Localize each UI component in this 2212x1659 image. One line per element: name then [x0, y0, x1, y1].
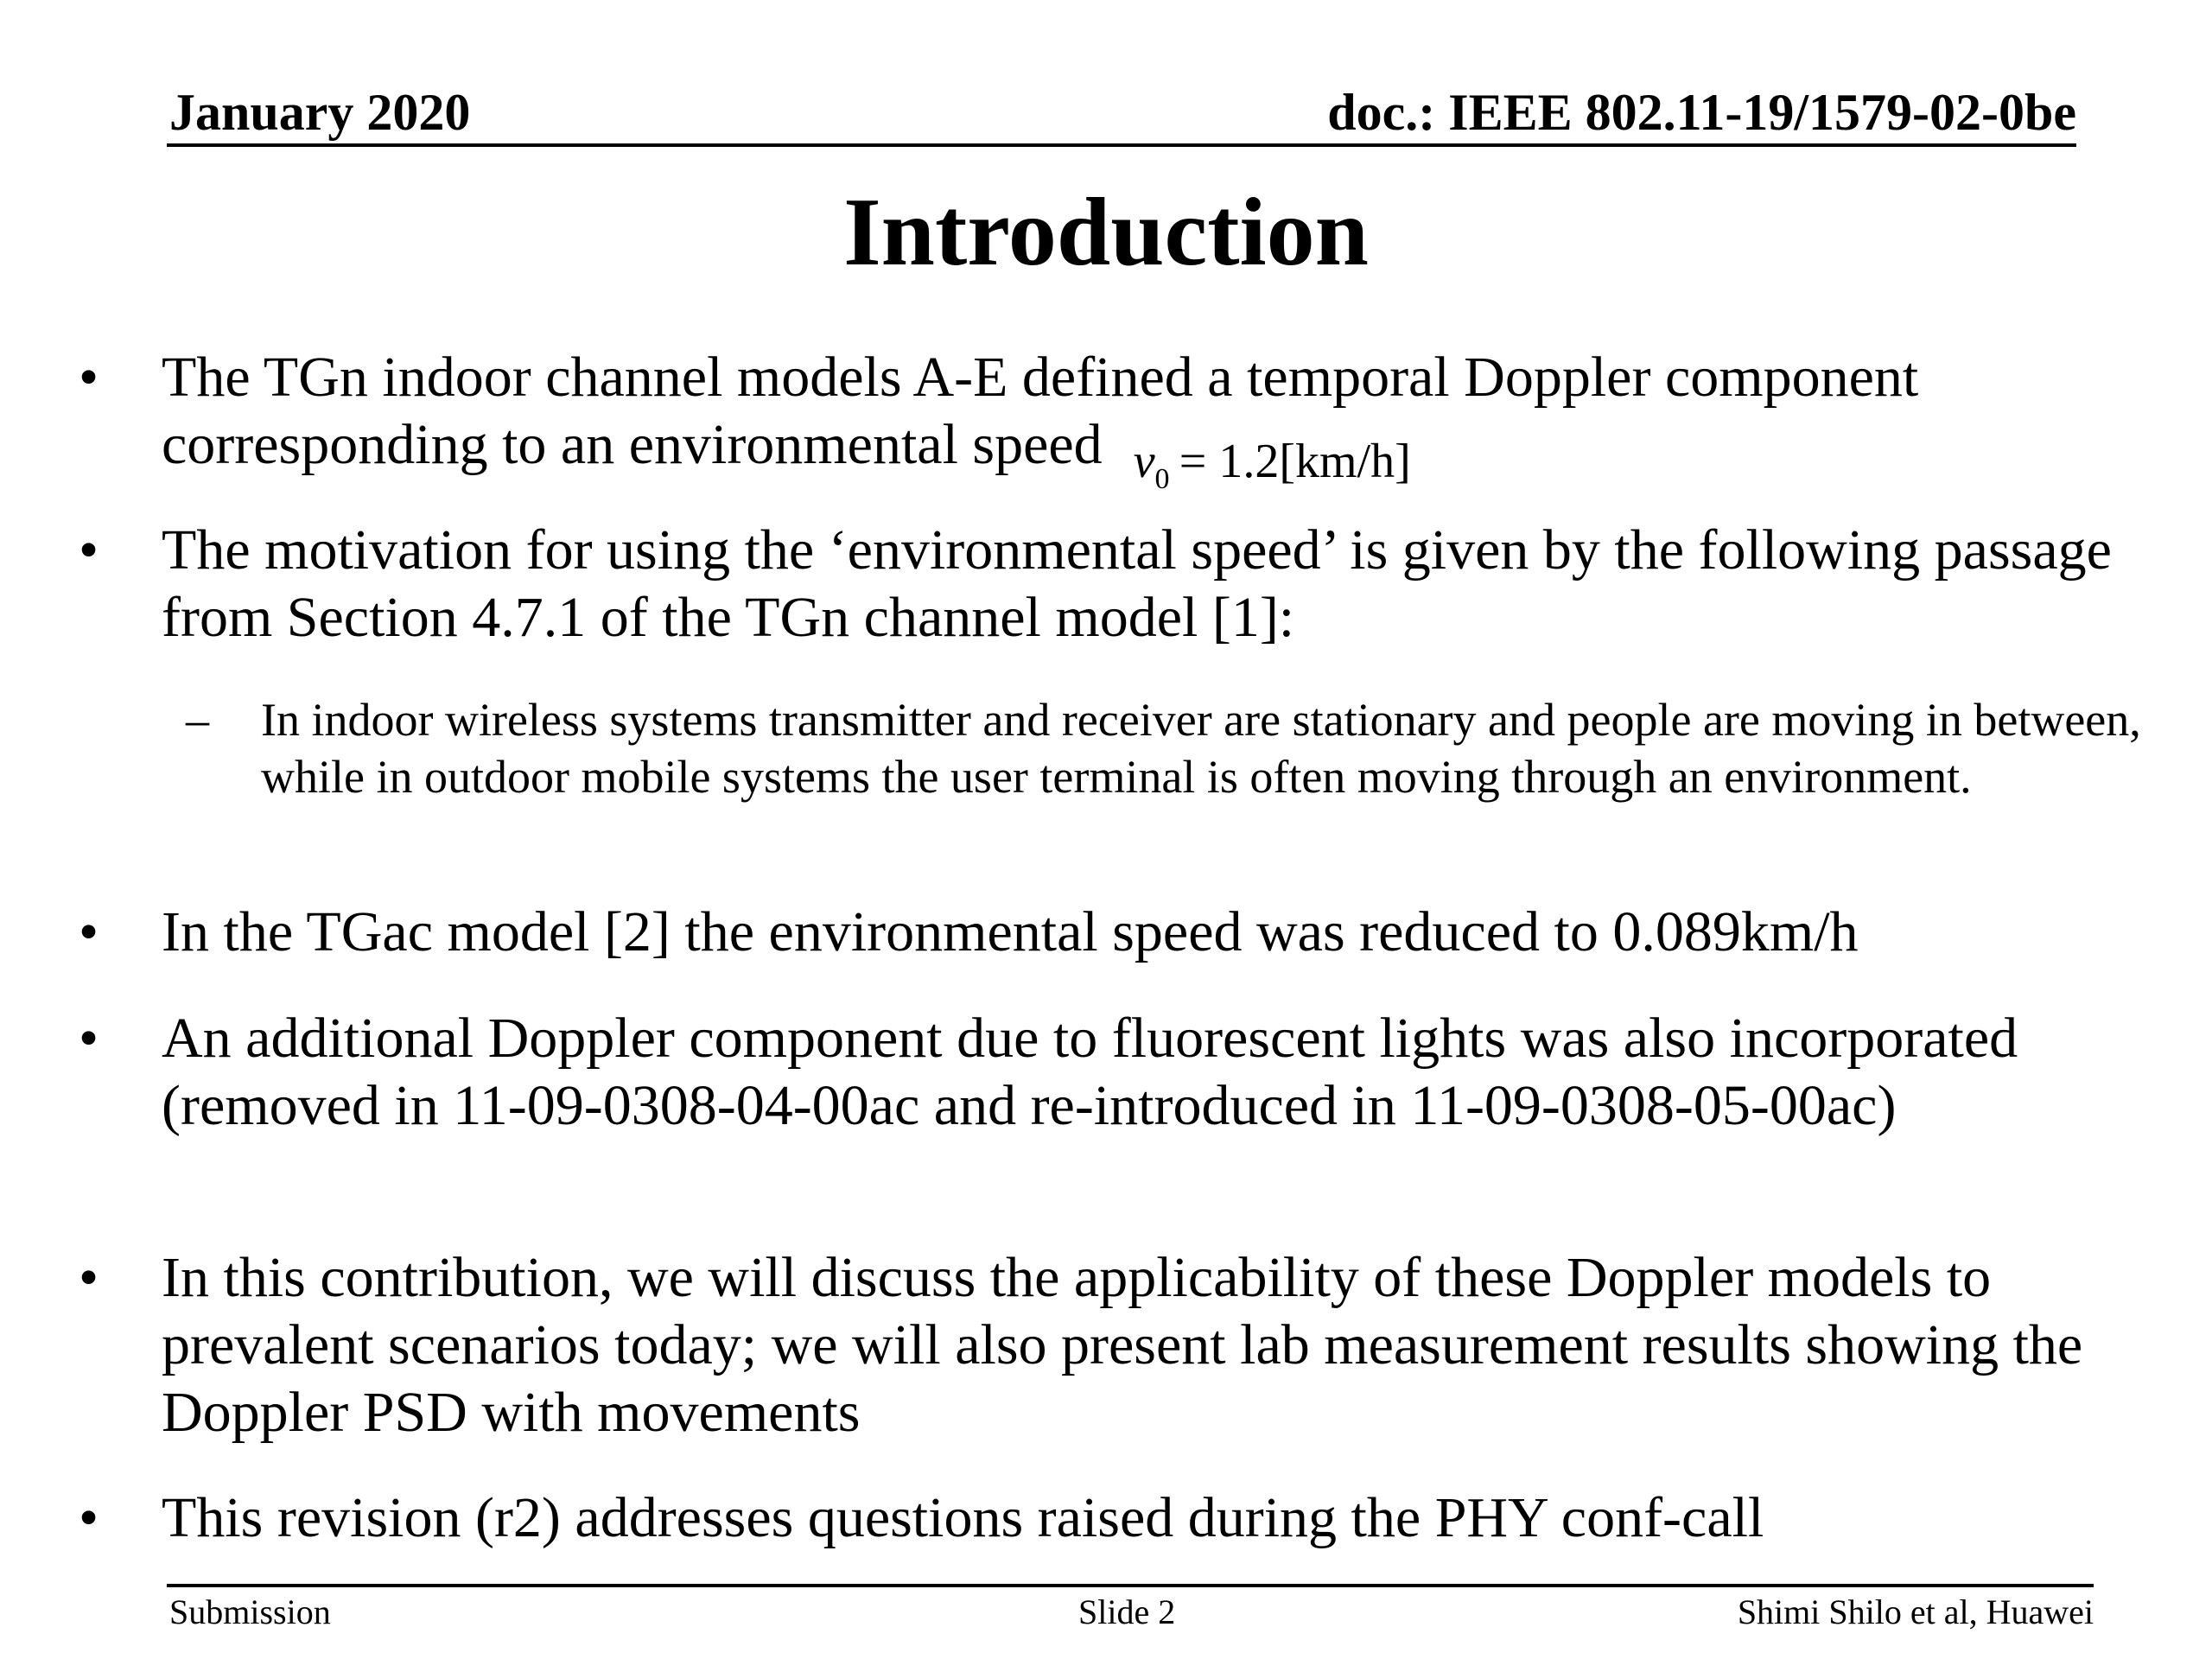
header-doc-id: doc.: IEEE 802.11-19/1579-02-0be [1327, 84, 2076, 141]
bullet-symbol: • [79, 518, 99, 582]
bullet-text: This revision (r2) addresses questions raised during the PHY conf-call [162, 1486, 1764, 1549]
header-divider [167, 143, 2076, 147]
sub-bullet-symbol: – [186, 694, 209, 746]
header-date: January 2020 [169, 84, 471, 141]
bullet-text: In this contribution, we will discuss the applicability of these Doppler models to prevalent scenarios today; we will also present lab measurement results showing the Doppler PSD with movements [162, 1246, 2083, 1444]
sub-bullet-text: In indoor wireless systems transmitter and receiver are stationary and people are moving in between, while in outdoor mobile systems the user terminal is often moving through an environment. [261, 694, 2141, 803]
bullet-item-4 [79, 1005, 2179, 1140]
bullet-text: In the TGac model [2] the environmental speed was reduced to 0.089km/h [162, 900, 1859, 963]
formula-expression: = 1.2[km/h] [1179, 434, 1411, 488]
bullet-text: The TGn indoor channel models A-E defined a temporal Doppler component corresponding to an environmental speed [162, 346, 1919, 476]
formula-variable: v [1133, 434, 1155, 488]
bullet-item-3 [79, 899, 2179, 966]
bullet-item-5 [79, 1244, 2179, 1446]
bullet-symbol: • [79, 346, 99, 409]
bullet-symbol: • [79, 1486, 99, 1549]
formula-subscript: 0 [1154, 462, 1170, 495]
footer-slide-number: Slide 2 [1078, 1592, 1176, 1631]
bullet-item-2 [79, 517, 2179, 652]
footer-divider [167, 1584, 2094, 1587]
sub-bullet-item-1 [186, 691, 2192, 805]
bullet-symbol: • [79, 1246, 99, 1309]
footer-author: Shimi Shilo et al, Huawei [1737, 1592, 2094, 1631]
bullet-item-1 [79, 344, 2179, 513]
footer-submission: Submission [169, 1592, 331, 1631]
slide-title: Introduction [843, 179, 1369, 286]
bullet-text: The motivation for using the ‘environmental speed’ is given by the following passage from Section 4.7.1 of the TGn channel model [1]: [162, 518, 2112, 649]
environmental-speed-formula [1134, 428, 1411, 513]
bullet-symbol: • [79, 1007, 99, 1070]
bullet-symbol: • [79, 900, 99, 963]
bullet-text: An additional Doppler component due to fluorescent lights was also incorporated (removed in 11-09-0308-04-00ac and re-introduced in 11-09-0308-05-00ac) [162, 1007, 2018, 1137]
bullet-item-6 [79, 1484, 2179, 1552]
